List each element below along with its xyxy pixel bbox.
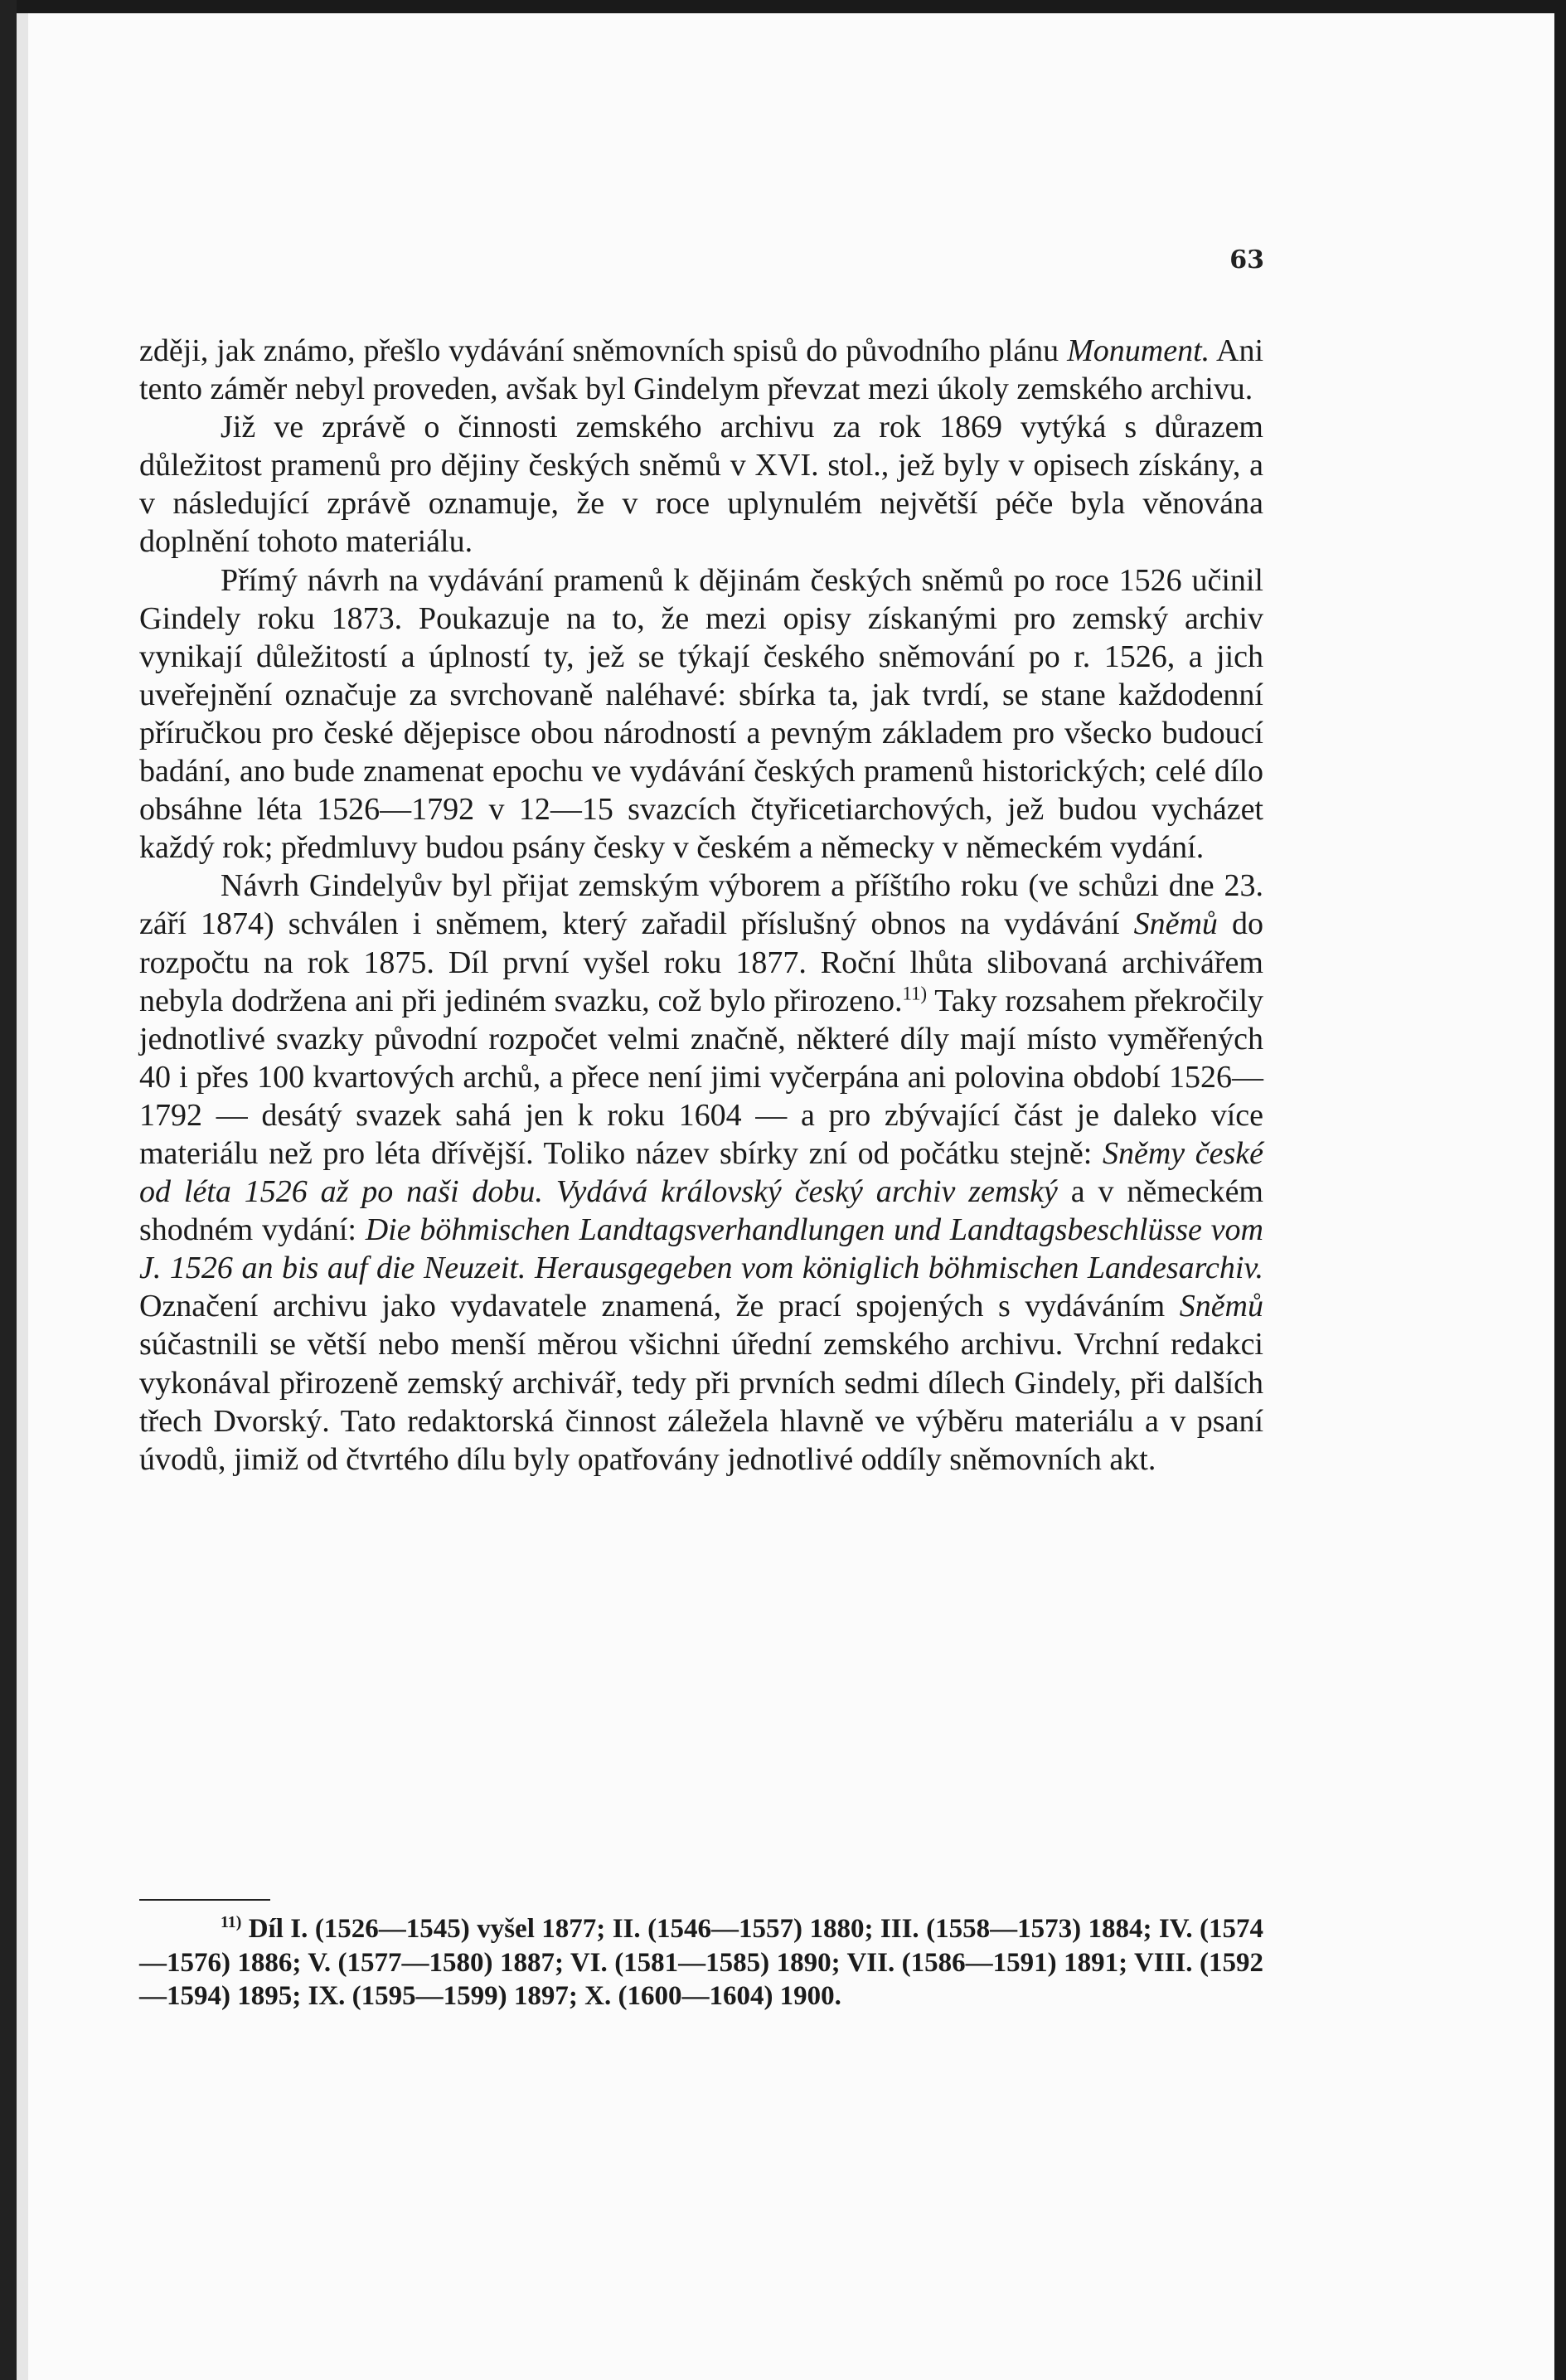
footnote-11 (139, 1912, 1263, 2013)
paragraph-text: Ani tento záměr nebyl proveden, avšak byl Gindelym převzat mezi úkoly zemského archivu. (139, 333, 1264, 407)
paragraph-text: do rozpočtu na rok 1875. Díl první vyšel roku 1877. Roční lhůta slibovaná archivářem nebyla dodržena ani při jediném svazku, což bylo přirozeno. (139, 906, 1263, 1018)
scan-left-border (0, 0, 17, 2380)
footnote-marker: 11) (221, 1913, 242, 1931)
paragraph-1 (139, 332, 1263, 408)
scan-right-border (1554, 0, 1566, 2380)
scan-top-border (17, 0, 1554, 13)
page-number: 63 (1229, 245, 1264, 274)
paragraph-text: Taky rozsahem překročily jednotlivé svazky původní rozpočet velmi značně, některé díly mají místo vyměřených 40 i přes 100 kvartových archů, a přece není jimi vyčerpána ani polovina období 1526—1792 — desátý svazek sahá jen k roku 1604 — a pro zbývající část je daleko více materiálu než pro léta dřívější. Toliko název sbírky zní od počátku stejně: (139, 983, 1263, 1171)
scan-left-margin (17, 0, 28, 2380)
paragraph-text: Označení archivu jako vydavatele znamená, že prací spojených s vydáváním (139, 1289, 1180, 1324)
footnote-reference: 11) (902, 982, 928, 1003)
paragraph-3: Přímý návrh na vydávání pramenů k dějinám českých sněmů po roce 1526 učinil Gindely roku 1873. Poukazuje na to, že mezi opisy získanými pro zemský archiv vynikají důležitostí a úplností ty, jež se týkají českého sněmování po r. 1526, a jich uveřejnění označuje za svrchovaně naléhavé: sbírka ta, jak tvrdí, se stane každodenní příručkou pro české dějepisce obou národností a pevným základem pro všecko budoucí badání, ano bude znamenat epochu ve vydávání českých pramenů historických; celé dílo obsáhne léta 1526—1792 v 12—15 svazcích čtyřicetiarchových, jež budou vycházet každý rok; předmluvy budou psány česky v českém a německy v německém vydání. (139, 562, 1263, 866)
footnote-text: Díl I. (1526—1545) vyšel 1877; II. (1546—1557) 1880; III. (1558—1573) 1884; IV. (1574—1576) 1886; V. (1577—1580) 1887; VI. (1581—1585) 1890; VII. (1586—1591) 1891; VIII. (1592—1594) 1895; IX. (1595—1599) 1897; X. (1600—1604) 1900. (139, 1914, 1263, 2011)
italic-title: Monument. (1067, 333, 1210, 368)
italic-title: Die böhmischen Landtagsverhandlungen und Landtagsbeschlüsse vom J. 1526 an bis auf die Neuzeit. Herausgegeben vom königlich böhmischen Landesarchiv. (139, 1212, 1263, 1286)
italic-title: Sněmů (1179, 1289, 1263, 1324)
paragraph-text: Návrh Gindelyův byl přijat zemským výborem a příštího roku (ve schůzi dne 23. září 1874) schválen i sněmem, který zařadil příslušný obnos na vydávání (139, 868, 1263, 942)
italic-title: Sněmy české od léta 1526 až po naši dobu. Vydává královský český archiv zemský (139, 1135, 1263, 1210)
paragraph-2: Již ve zprávě o činnosti zemského archivu za rok 1869 vytýká s důrazem důležitost pramenů pro dějiny českých sněmů v XVI. stol., jež byly v opisech získány, a v následující zprávě oznamuje, že v roce uplynulém největší péče byla věnována doplnění tohoto materiálu. (139, 410, 1263, 560)
body-text (139, 332, 1263, 1479)
italic-title: Sněmů (1133, 906, 1218, 942)
footnotes (139, 1912, 1263, 2013)
paragraph-text: súčastnili se větší nebo menší měrou všichni úřední zemského archivu. Vrchní redakci vykonával přirozeně zemský archivář, tedy při prvních sedmi dílech Gindely, při dalších třech Dvorský. Tato redaktorská činnost záleželа hlavně ve výběru materiálu a v psaní úvodů, jimiž od čtvrtého dílu byly opatřovány jednotlivé oddíly sněmovních akt. (139, 1327, 1263, 1477)
paragraph-text: a v německém shodném vydání: (139, 1174, 1263, 1248)
paragraph-text: zději, jak známo, přešlo vydávání sněmovních spisů do původního plánu (139, 333, 1068, 368)
paragraph-4 (139, 867, 1263, 1479)
footnote-divider (139, 1899, 270, 1901)
